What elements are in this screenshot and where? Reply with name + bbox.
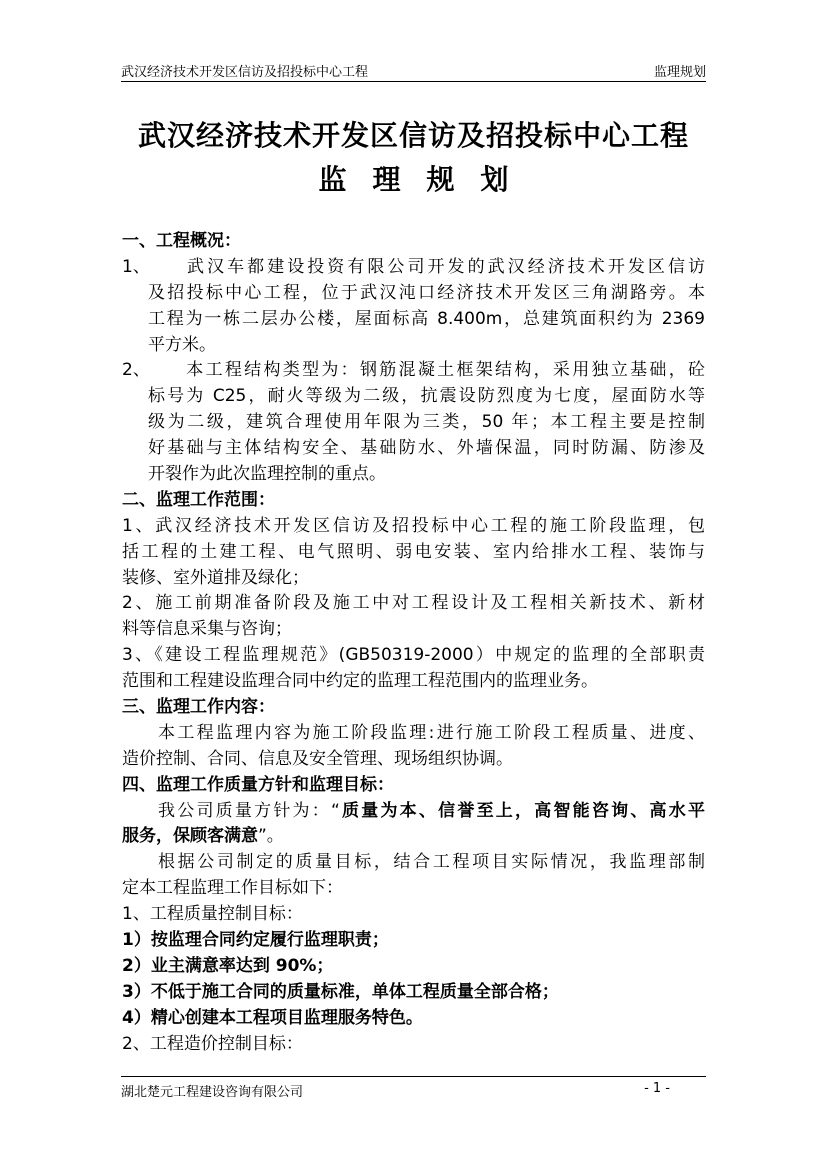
page-number: - 1 - — [644, 1081, 670, 1096]
paragraph-line: 及招投标中心工程，位于武汉沌口经济技术开发区三角湖路旁。本 — [148, 282, 705, 303]
paragraph-line: 2、施工前期准备阶段及施工中对工程设计及工程相关新技术、新材 — [122, 593, 705, 614]
list-number: 2、 — [122, 360, 150, 381]
paragraph-line: 开裂作为此次监理控制的重点。 — [148, 464, 386, 485]
paragraph-line: 工程为一栋二层办公楼，屋面标高 8.400m，总建筑面积约为 2369 — [148, 308, 705, 329]
paragraph-line: 造价控制、合同、信息及安全管理、现场组织协调。 — [122, 748, 513, 769]
header-project-name: 武汉经济技术开发区信访及招投标中心工程 — [121, 65, 369, 80]
document-subtitle: 监理规划 — [318, 163, 535, 196]
paragraph-line: 级为二级，建筑合理使用年限为三类，50 年；本工程主要是控制 — [148, 412, 705, 433]
quality-goal-item: 4）精心创建本工程项目监理服务特色。 — [122, 1007, 423, 1028]
quality-policy-line: 服务，保顾客满意”。 — [122, 826, 284, 847]
quality-goal-item: 1）按监理合同约定履行监理职责； — [122, 930, 389, 951]
paragraph-line: 根据公司制定的质量目标，结合工程项目实际情况，我监理部制 — [158, 852, 705, 873]
paragraph-line: 定本工程监理工作目标如下： — [122, 878, 343, 899]
footer-rule — [121, 1076, 706, 1077]
quality-goal-item: 2）业主满意率达到 90%； — [122, 955, 334, 976]
paragraph-line: 1、 武汉车都建设投资有限公司开发的武汉经济技术开发区信访 — [122, 255, 705, 281]
section-heading-overview: 一、工程概况： — [122, 231, 241, 251]
page-header — [121, 58, 706, 80]
header-doc-type: 监理规划 — [653, 65, 706, 80]
document-title: 武汉经济技术开发区信访及招投标中心工程 — [137, 119, 689, 152]
header-rule — [121, 81, 706, 82]
quality-goal-item: 3）不低于施工合同的质量标准，单体工程质量全部合格； — [122, 981, 559, 1002]
document-body — [122, 229, 705, 1058]
paragraph-line: 3、《建设工程监理规范》(GB50319-2000）中规定的监理的全部职责 — [122, 645, 705, 666]
paragraph-line: 本工程监理内容为施工阶段监理:进行施工阶段工程质量、进度、 — [158, 722, 705, 743]
paragraph-line: 2、 本工程结构类型为：钢筋混凝土框架结构，采用独立基础，砼 — [122, 358, 705, 384]
footer-company: 湖北楚元工程建设咨询有限公司 — [121, 1085, 304, 1100]
paragraph-line: 范围和工程建设监理合同中约定的监理工程范围内的监理业务。 — [122, 671, 598, 692]
section-heading-policy: 四、监理工作质量方针和监理目标： — [122, 774, 394, 795]
list-number: 1、 — [122, 256, 150, 277]
section-heading-content: 三、监理工作内容： — [122, 697, 275, 718]
paragraph-line: 平方米。 — [148, 334, 216, 355]
paragraph-line: 1、武汉经济技术开发区信访及招投标中心工程的施工阶段监理，包 — [122, 515, 705, 536]
section-heading-scope: 二、监理工作范围： — [122, 489, 275, 510]
paragraph-line: 标号为 C25，耐火等级为二级，抗震设防烈度为七度，屋面防水等 — [148, 386, 705, 407]
paragraph-line: 装修、室外道排及绿化； — [122, 567, 309, 588]
subheading-cost-control: 2、工程造价控制目标： — [122, 1033, 303, 1054]
paragraph-line: 好基础与主体结构安全、基础防水、外墙保温，同时防漏、防渗及 — [148, 438, 705, 459]
page-footer — [121, 1081, 706, 1100]
paragraph-line: 括工程的土建工程、电气照明、弱电安装、室内给排水工程、装饰与 — [122, 541, 705, 562]
subheading-quality-control: 1、工程质量控制目标： — [122, 904, 303, 925]
quality-policy-line: 我公司质量方针为：“质量为本、信誉至上，高智能咨询、高水平 — [158, 800, 705, 821]
paragraph-line: 料等信息采集与咨询； — [122, 619, 292, 640]
